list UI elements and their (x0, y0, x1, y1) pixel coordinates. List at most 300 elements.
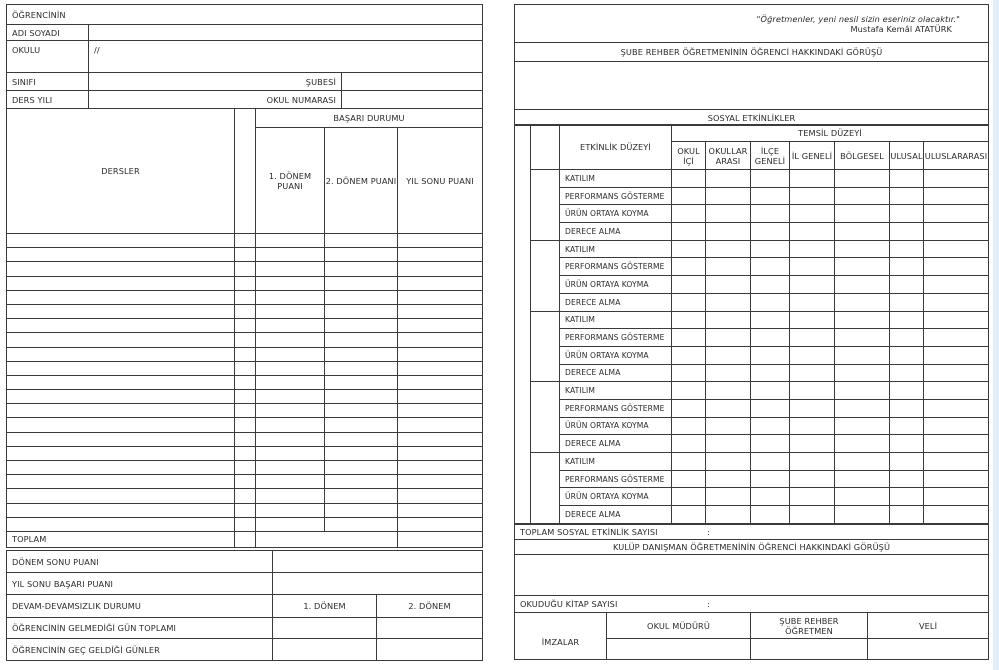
term1-score-cell[interactable] (256, 375, 325, 389)
school-number-field[interactable] (342, 91, 483, 109)
activity-entry-cell[interactable] (706, 187, 751, 205)
activity-entry-cell[interactable] (672, 276, 706, 294)
class-label: SINIFI (7, 73, 89, 91)
activity-entry-cell[interactable] (672, 435, 706, 453)
activity-entry-cell[interactable] (835, 240, 890, 258)
term1-score-cell[interactable] (256, 276, 325, 290)
activity-entry-cell[interactable] (835, 223, 890, 241)
club-opinion-field[interactable] (515, 555, 989, 596)
activity-entry-cell[interactable] (924, 170, 989, 188)
year-end-score-cell[interactable] (398, 375, 483, 389)
term1-score-cell[interactable] (256, 333, 325, 347)
activity-entry-cell[interactable] (790, 435, 835, 453)
activity-entry-cell[interactable] (835, 329, 890, 347)
activity-entry-cell[interactable] (751, 346, 790, 364)
activity-entry-cell[interactable] (790, 470, 835, 488)
term1-score-cell[interactable] (256, 304, 325, 318)
activity-entry-cell[interactable] (672, 346, 706, 364)
activity-entry-cell[interactable] (835, 417, 890, 435)
weekly-hours-cell[interactable] (235, 461, 256, 475)
activity-entry-cell[interactable] (924, 187, 989, 205)
activity-entry-cell[interactable] (790, 276, 835, 294)
activity-entry-cell[interactable] (751, 240, 790, 258)
activity-entry-cell[interactable] (924, 223, 989, 241)
activity-entry-cell[interactable] (672, 417, 706, 435)
activity-entry-cell[interactable] (751, 258, 790, 276)
term1-score-cell[interactable] (256, 361, 325, 375)
term2-score-cell[interactable] (325, 262, 398, 276)
activity-entry-cell[interactable] (890, 382, 924, 400)
activity-entry-cell[interactable] (790, 488, 835, 506)
activity-entry-cell[interactable] (751, 382, 790, 400)
course-cell[interactable] (7, 347, 235, 361)
courses-header: DERSLER (7, 109, 235, 234)
activity-entry-cell[interactable] (751, 329, 790, 347)
activity-entry-cell[interactable] (751, 223, 790, 241)
year-end-score-cell[interactable] (398, 517, 483, 531)
quote-cell (515, 5, 989, 43)
weekly-hours-cell[interactable] (235, 262, 256, 276)
principal-signature-field[interactable] (607, 639, 751, 660)
total-term-cell[interactable] (256, 531, 398, 547)
term-end-score-field[interactable] (273, 551, 483, 573)
activity-entry-cell[interactable] (706, 329, 751, 347)
grade-row (7, 503, 483, 517)
term1-score-cell[interactable] (256, 475, 325, 489)
activity-entry-cell[interactable] (835, 258, 890, 276)
year-end-score-cell[interactable] (398, 475, 483, 489)
branch-label: ŞUBESİ (89, 73, 342, 91)
activity-entry-cell[interactable] (751, 293, 790, 311)
term1-score-cell[interactable] (256, 290, 325, 304)
course-cell[interactable] (7, 517, 235, 531)
activity-entry-cell[interactable] (672, 170, 706, 188)
social-activity-row (515, 435, 989, 453)
activity-entry-cell[interactable] (924, 470, 989, 488)
social-activity-row (515, 223, 989, 241)
term1-score-cell[interactable] (256, 319, 325, 333)
activity-entry-cell[interactable] (672, 506, 706, 524)
term2-score-cell[interactable] (325, 333, 398, 347)
course-cell[interactable] (7, 276, 235, 290)
activity-entry-cell[interactable] (924, 488, 989, 506)
activity-entry-cell[interactable] (706, 293, 751, 311)
activity-entry-cell[interactable] (706, 453, 751, 471)
school-field[interactable]: // (89, 41, 483, 73)
activity-entry-cell[interactable] (835, 506, 890, 524)
representation-level-header: TEMSİL DÜZEYİ (672, 125, 989, 142)
activity-entry-cell[interactable] (790, 205, 835, 223)
absent-days-term1-field[interactable] (273, 618, 377, 639)
activity-entry-cell[interactable] (924, 382, 989, 400)
activity-entry-cell[interactable] (924, 399, 989, 417)
term2-score-cell[interactable] (325, 418, 398, 432)
homeroom-opinion-field[interactable] (515, 62, 989, 110)
activity-entry-cell[interactable] (672, 240, 706, 258)
activity-entry-cell[interactable] (835, 311, 890, 329)
books-read-row (515, 596, 989, 613)
quote-author: Mustafa Kemâl ATATÜRK (850, 23, 952, 34)
activity-entry-cell[interactable] (672, 364, 706, 382)
activity-entry-cell[interactable] (890, 346, 924, 364)
term2-score-header: 2. DÖNEM PUANI (325, 128, 398, 234)
year-end-score-cell[interactable] (398, 446, 483, 460)
activity-entry-cell[interactable] (835, 170, 890, 188)
course-cell[interactable] (7, 361, 235, 375)
course-cell[interactable] (7, 262, 235, 276)
term2-score-cell[interactable] (325, 248, 398, 262)
term2-score-cell[interactable] (325, 475, 398, 489)
activity-entry-cell[interactable] (835, 435, 890, 453)
term1-score-cell[interactable] (256, 418, 325, 432)
activity-entry-cell[interactable] (835, 276, 890, 294)
course-cell[interactable] (7, 446, 235, 460)
course-cell[interactable] (7, 248, 235, 262)
parent-signature-field[interactable] (868, 639, 989, 660)
year-end-success-label: YIL SONU BAŞARI PUANI (7, 573, 273, 595)
course-cell[interactable] (7, 475, 235, 489)
activity-entry-cell[interactable] (672, 453, 706, 471)
weekly-hours-cell[interactable] (235, 503, 256, 517)
activity-entry-cell[interactable] (924, 258, 989, 276)
activity-entry-cell[interactable] (706, 364, 751, 382)
activity-entry-cell[interactable] (924, 329, 989, 347)
activity-entry-cell[interactable] (672, 329, 706, 347)
right-top-table (514, 4, 989, 126)
activity-entry-cell[interactable] (751, 276, 790, 294)
term2-score-cell[interactable] (325, 461, 398, 475)
late-days-term1-field[interactable] (273, 639, 377, 661)
activity-entry-cell[interactable] (790, 329, 835, 347)
social-activity-row (515, 311, 989, 329)
activity-entry-cell[interactable] (835, 293, 890, 311)
activity-entry-cell[interactable] (890, 435, 924, 453)
grade-row (7, 461, 483, 475)
activity-entry-cell[interactable] (751, 453, 790, 471)
activity-category-cell (531, 311, 560, 382)
year-end-score-cell[interactable] (398, 262, 483, 276)
term2-score-cell[interactable] (325, 375, 398, 389)
term1-score-cell[interactable] (256, 503, 325, 517)
school-number-label: OKUL NUMARASI (89, 91, 342, 109)
course-cell[interactable] (7, 489, 235, 503)
activity-entry-cell[interactable] (924, 311, 989, 329)
term2-score-cell[interactable] (325, 304, 398, 318)
term2-score-cell[interactable] (325, 432, 398, 446)
activity-entry-cell[interactable] (706, 435, 751, 453)
course-cell[interactable] (7, 461, 235, 475)
activity-entry-cell[interactable] (890, 258, 924, 276)
year-end-score-cell[interactable] (398, 347, 483, 361)
activity-entry-cell[interactable] (751, 488, 790, 506)
year-end-score-cell[interactable] (398, 404, 483, 418)
year-end-score-cell[interactable] (398, 290, 483, 304)
activity-entry-cell[interactable] (706, 488, 751, 506)
term2-score-cell[interactable] (325, 361, 398, 375)
total-hours-cell[interactable] (235, 531, 256, 547)
course-cell[interactable] (7, 418, 235, 432)
activity-entry-cell[interactable] (890, 311, 924, 329)
late-days-term2-field[interactable] (377, 639, 483, 661)
activity-entry-cell[interactable] (672, 382, 706, 400)
term2-score-cell[interactable] (325, 234, 398, 248)
activity-entry-cell[interactable] (706, 223, 751, 241)
activity-entry-cell[interactable] (672, 293, 706, 311)
activity-entry-cell[interactable] (751, 506, 790, 524)
term1-score-cell[interactable] (256, 390, 325, 404)
year-end-score-cell[interactable] (398, 461, 483, 475)
term1-score-cell[interactable] (256, 248, 325, 262)
weekly-hours-cell[interactable] (235, 390, 256, 404)
activity-entry-cell[interactable] (751, 187, 790, 205)
activity-entry-cell[interactable] (706, 276, 751, 294)
attendance-term2-header: 2. DÖNEM (377, 595, 483, 618)
weekly-hours-cell[interactable] (235, 489, 256, 503)
activity-entry-cell[interactable] (890, 187, 924, 205)
summary-table (6, 550, 483, 661)
activity-entry-cell[interactable] (790, 223, 835, 241)
year-end-score-cell[interactable] (398, 333, 483, 347)
activity-entry-cell[interactable] (706, 399, 751, 417)
course-cell[interactable] (7, 319, 235, 333)
activity-entry-cell[interactable] (751, 417, 790, 435)
term1-score-cell[interactable] (256, 461, 325, 475)
term2-score-cell[interactable] (325, 404, 398, 418)
weekly-hours-cell[interactable] (235, 333, 256, 347)
year-end-score-cell[interactable] (398, 503, 483, 517)
activity-entry-cell[interactable] (751, 311, 790, 329)
term1-score-cell[interactable] (256, 404, 325, 418)
activity-entry-cell[interactable] (751, 470, 790, 488)
year-label: DERS YILI (7, 91, 89, 109)
activity-entry-cell[interactable] (706, 346, 751, 364)
activity-entry-cell[interactable] (890, 364, 924, 382)
year-end-score-cell[interactable] (398, 248, 483, 262)
activity-entry-cell[interactable] (751, 399, 790, 417)
activity-entry-cell[interactable] (672, 187, 706, 205)
activity-entry-cell[interactable] (924, 435, 989, 453)
name-field[interactable] (89, 25, 483, 41)
activity-entry-cell[interactable] (890, 223, 924, 241)
weekly-hours-cell[interactable] (235, 347, 256, 361)
activity-entry-cell[interactable] (706, 506, 751, 524)
year-end-score-cell[interactable] (398, 432, 483, 446)
activity-entry-cell[interactable] (672, 205, 706, 223)
weekly-hours-cell[interactable] (235, 418, 256, 432)
activity-entry-cell[interactable] (790, 170, 835, 188)
year-end-score-cell[interactable] (398, 304, 483, 318)
branch-field[interactable] (342, 73, 483, 91)
weekly-hours-cell[interactable] (235, 432, 256, 446)
activity-entry-cell[interactable] (890, 506, 924, 524)
activity-entry-cell[interactable] (751, 170, 790, 188)
course-cell[interactable] (7, 234, 235, 248)
course-cell[interactable] (7, 290, 235, 304)
activity-entry-cell[interactable] (890, 329, 924, 347)
grade-row (7, 276, 483, 290)
activity-level-label: PERFORMANS GÖSTERME (560, 258, 672, 276)
weekly-hours-cell[interactable] (235, 290, 256, 304)
course-cell[interactable] (7, 503, 235, 517)
activity-entry-cell[interactable] (672, 488, 706, 506)
course-cell[interactable] (7, 390, 235, 404)
course-cell[interactable] (7, 404, 235, 418)
activity-entry-cell[interactable] (706, 170, 751, 188)
activity-entry-cell[interactable] (835, 205, 890, 223)
term1-score-cell[interactable] (256, 489, 325, 503)
activity-entry-cell[interactable] (924, 293, 989, 311)
activity-entry-cell[interactable] (790, 240, 835, 258)
activity-entry-cell[interactable] (672, 399, 706, 417)
grade-row (7, 432, 483, 446)
activity-entry-cell[interactable] (835, 488, 890, 506)
weekly-hours-cell[interactable] (235, 361, 256, 375)
weekly-hours-cell[interactable] (235, 517, 256, 531)
activity-category-cell (531, 453, 560, 524)
activity-entry-cell[interactable] (835, 399, 890, 417)
activity-entry-cell[interactable] (924, 205, 989, 223)
weekly-hours-cell[interactable] (235, 248, 256, 262)
activity-entry-cell[interactable] (890, 205, 924, 223)
activity-entry-cell[interactable] (672, 311, 706, 329)
activity-entry-cell[interactable] (706, 470, 751, 488)
course-cell[interactable] (7, 432, 235, 446)
activity-entry-cell[interactable] (890, 170, 924, 188)
activity-entry-cell[interactable] (835, 470, 890, 488)
homeroom-teacher-signature-field[interactable] (751, 639, 868, 660)
activity-entry-cell[interactable] (751, 435, 790, 453)
activity-level-label: DERECE ALMA (560, 364, 672, 382)
activity-entry-cell[interactable] (790, 417, 835, 435)
term1-score-cell[interactable] (256, 262, 325, 276)
weekly-hours-cell[interactable] (235, 475, 256, 489)
activity-entry-cell[interactable] (890, 470, 924, 488)
year-end-score-cell[interactable] (398, 418, 483, 432)
year-end-score-cell[interactable] (398, 319, 483, 333)
representation-level-header-2: İLÇE GENELİ (751, 142, 790, 170)
term2-score-cell[interactable] (325, 517, 398, 531)
activity-entry-cell[interactable] (706, 417, 751, 435)
activity-entry-cell[interactable] (790, 293, 835, 311)
term1-score-cell[interactable] (256, 517, 325, 531)
activity-entry-cell[interactable] (751, 364, 790, 382)
term2-score-cell[interactable] (325, 319, 398, 333)
activity-entry-cell[interactable] (790, 364, 835, 382)
activity-entry-cell[interactable] (790, 258, 835, 276)
activity-entry-cell[interactable] (890, 399, 924, 417)
activity-entry-cell[interactable] (790, 382, 835, 400)
course-cell[interactable] (7, 375, 235, 389)
term2-score-cell[interactable] (325, 390, 398, 404)
term1-score-cell[interactable] (256, 347, 325, 361)
total-year-end-cell[interactable] (398, 531, 483, 547)
books-read-separator: : (707, 599, 710, 609)
social-activity-row (515, 276, 989, 294)
activity-entry-cell[interactable] (835, 346, 890, 364)
year-end-score-cell[interactable] (398, 390, 483, 404)
course-cell[interactable] (7, 333, 235, 347)
weekly-hours-cell[interactable] (235, 304, 256, 318)
activity-level-label: KATILIM (560, 240, 672, 258)
activity-entry-cell[interactable] (706, 311, 751, 329)
term2-score-cell[interactable] (325, 290, 398, 304)
social-activity-row (515, 382, 989, 400)
activity-entry-cell[interactable] (890, 453, 924, 471)
activity-entry-cell[interactable] (672, 223, 706, 241)
attendance-label: DEVAM-DEVAMSIZLIK DURUMU (7, 595, 273, 618)
activity-entry-cell[interactable] (924, 453, 989, 471)
activity-entry-cell[interactable] (890, 276, 924, 294)
activity-entry-cell[interactable] (706, 382, 751, 400)
activity-entry-cell[interactable] (924, 240, 989, 258)
activity-entry-cell[interactable] (835, 364, 890, 382)
activity-entry-cell[interactable] (890, 417, 924, 435)
window-edge-strip (993, 0, 999, 670)
activity-entry-cell[interactable] (790, 399, 835, 417)
weekly-hours-cell[interactable] (235, 404, 256, 418)
year-end-score-cell[interactable] (398, 361, 483, 375)
social-activity-row (515, 453, 989, 471)
activity-entry-cell[interactable] (924, 364, 989, 382)
activity-entry-cell[interactable] (890, 293, 924, 311)
year-end-score-cell[interactable] (398, 489, 483, 503)
activity-entry-cell[interactable] (790, 187, 835, 205)
weekly-hours-cell[interactable] (235, 319, 256, 333)
weekly-hours-cell[interactable] (235, 276, 256, 290)
absent-days-term2-field[interactable] (377, 618, 483, 639)
term1-score-cell[interactable] (256, 446, 325, 460)
activity-entry-cell[interactable] (890, 240, 924, 258)
course-cell[interactable] (7, 304, 235, 318)
activity-entry-cell[interactable] (790, 506, 835, 524)
activity-entry-cell[interactable] (790, 453, 835, 471)
term2-score-cell[interactable] (325, 503, 398, 517)
term1-score-cell[interactable] (256, 432, 325, 446)
year-end-score-cell[interactable] (398, 234, 483, 248)
year-end-score-cell[interactable] (398, 276, 483, 290)
grades-table (6, 108, 483, 548)
social-activity-row (515, 240, 989, 258)
term2-score-cell[interactable] (325, 489, 398, 503)
activity-entry-cell[interactable] (790, 311, 835, 329)
term2-score-cell[interactable] (325, 347, 398, 361)
year-end-success-field[interactable] (273, 573, 483, 595)
activity-entry-cell[interactable] (706, 205, 751, 223)
term2-score-cell[interactable] (325, 276, 398, 290)
weekly-hours-cell[interactable] (235, 446, 256, 460)
weekly-hours-cell[interactable] (235, 234, 256, 248)
activity-entry-cell[interactable] (835, 453, 890, 471)
activity-entry-cell[interactable] (835, 187, 890, 205)
grade-row (7, 489, 483, 503)
activity-entry-cell[interactable] (890, 488, 924, 506)
activity-entry-cell[interactable] (706, 240, 751, 258)
activity-entry-cell[interactable] (924, 276, 989, 294)
activity-entry-cell[interactable] (751, 205, 790, 223)
activity-entry-cell[interactable] (835, 382, 890, 400)
activity-entry-cell[interactable] (790, 346, 835, 364)
weekly-hours-cell[interactable] (235, 375, 256, 389)
activity-entry-cell[interactable] (924, 417, 989, 435)
activity-entry-cell[interactable] (706, 258, 751, 276)
activity-entry-cell[interactable] (672, 258, 706, 276)
activity-entry-cell[interactable] (924, 346, 989, 364)
term2-score-cell[interactable] (325, 446, 398, 460)
term1-score-cell[interactable] (256, 234, 325, 248)
activity-entry-cell[interactable] (672, 470, 706, 488)
grade-row (7, 290, 483, 304)
activity-entry-cell[interactable] (924, 506, 989, 524)
